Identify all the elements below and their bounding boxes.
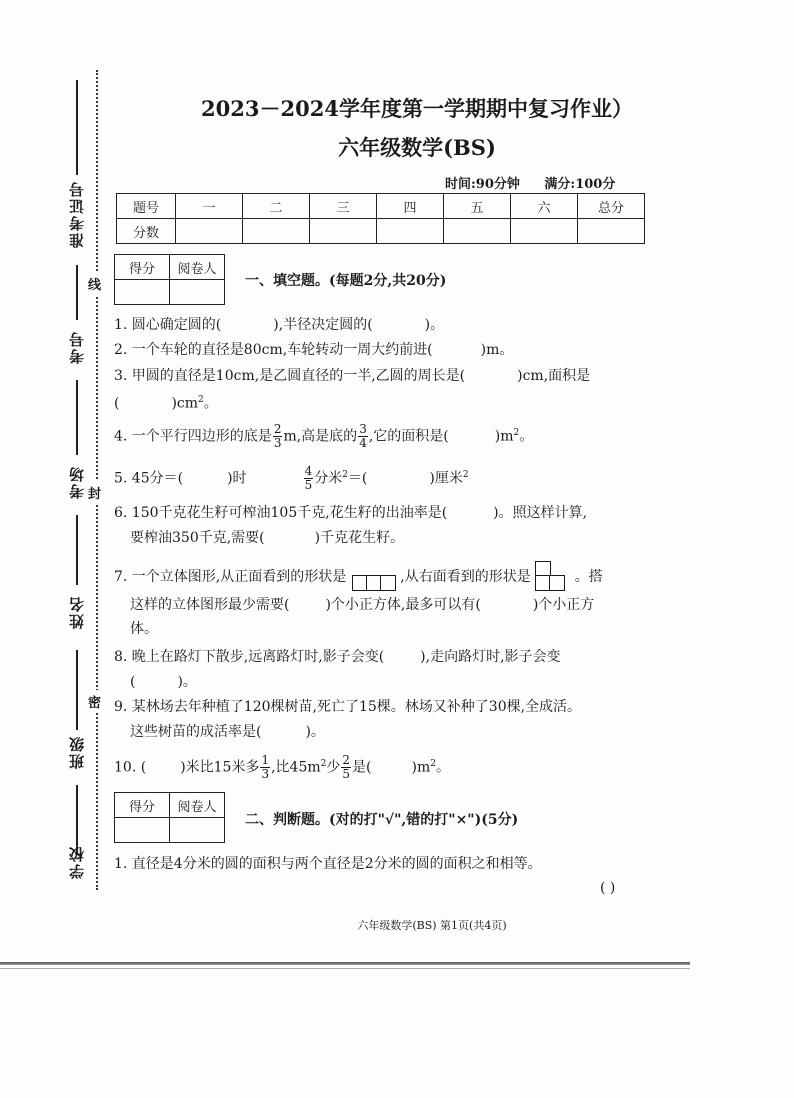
grader-box-2 [114,792,225,843]
score-cell: 六 [511,194,578,219]
superscript: 2 [513,428,520,438]
field-line [76,515,78,585]
denominator: 4 [359,436,367,451]
grader-name-input[interactable] [170,280,225,305]
score-cell: 三 [310,194,377,219]
seal-line [96,70,98,890]
q9-text: )。 [305,724,325,740]
exam-subject: 六年级数学(BS) [338,135,496,160]
q10-text: 。 [435,759,450,776]
fraction [341,754,351,781]
question-4 [114,421,533,450]
q6-text: 6. 150千克花生籽可榨油105千克,花生籽的出油率是( [114,505,448,521]
question-5 [114,463,469,492]
grader-score-input[interactable] [115,280,170,305]
q10-text: )m [411,759,431,776]
score-table-header-row [117,194,645,219]
q2-text: 2. 一个车轮的直径是80cm,车轮转动一周大约前进( [114,342,433,358]
score-input-cell[interactable] [176,219,243,244]
bottom-rule [0,968,690,969]
section-2-title: 二、判断题。(对的打"√",错的打"×")(5分) [245,812,519,828]
time-info [445,173,635,192]
q7-text: 这样的立体图形最少需要( [130,597,290,613]
exam-id-label: 准考证号 [68,180,86,248]
seal-char-line: 线 [88,272,101,295]
q6-text: )。照这样计算, [493,505,588,521]
question-8-cont [130,670,197,694]
superscript: 2 [198,395,204,405]
score-table [116,193,645,244]
q10-text: 少 [326,759,341,776]
score-table-score-row [117,219,645,244]
bottom-rule [0,962,690,965]
question-9 [114,695,581,719]
superscript: 2 [430,759,436,769]
question-6 [114,501,587,525]
front-view-shape-icon [346,563,400,591]
score-cell: 一 [176,194,243,219]
q3-text: )cm,面积是 [517,368,591,384]
q5-text: )厘米 [429,470,463,487]
grader-score-label: 得分 [115,255,170,280]
question-3 [114,364,590,388]
denominator: 3 [261,767,270,782]
section-1-title: 一、填空题。(每题2分,共20分) [245,273,447,289]
q10-text: )米比15米多 [180,759,260,776]
score-cell: 总分 [578,194,645,219]
denominator: 5 [342,767,351,782]
denominator: 5 [304,478,313,493]
question-6-cont [130,526,404,550]
score-cell: 五 [444,194,511,219]
school-label: 学校 [68,845,86,879]
score-cell: 分数 [117,219,176,244]
q6-text: 要榨油350千克,需要( [130,530,265,546]
q10-text: ,比45m [271,759,321,776]
grader-score-label: 得分 [115,793,170,818]
q2-text: )m。 [480,342,514,358]
score-input-cell[interactable] [444,219,511,244]
q3-text: ( [114,395,120,412]
numerator: 3 [359,422,367,437]
question-7-cont [130,593,594,617]
q3-text: )cm [171,395,199,412]
q4-text: )m [494,428,514,445]
numerator: 1 [261,753,270,768]
q4-text: 。 [519,428,534,445]
q1-text: ),半径决定圆的( [273,317,373,333]
q8-text: )。 [177,674,197,690]
q8-text: 8. 晚上在路灯下散步,远离路灯时,影子会变( [114,649,385,665]
q6-text: )千克花生籽。 [314,530,405,546]
superscript: 2 [320,759,327,769]
score-input-cell[interactable] [310,219,377,244]
q7-text: )个小正方 [532,597,595,613]
numerator: 4 [304,464,313,479]
q5-text: 分米 [314,470,343,487]
grader-box-1 [114,254,225,305]
score-cell: 题号 [117,194,176,219]
q3-text: 。 [203,395,218,412]
score-cell: 四 [377,194,444,219]
score-cell: 二 [243,194,310,219]
fraction [358,423,368,450]
q8-text: ),走向路灯时,影子会变 [420,649,561,665]
fraction [260,754,270,781]
fraction [304,465,314,492]
field-line [76,650,78,730]
question-3-cont [114,388,218,416]
q4-text: ,它的面积是( [368,428,449,445]
name-label: 姓名 [68,595,86,629]
q8-text: ( [130,674,136,690]
exam-title: 2023－2024学年度第一学期期中复习作业） [201,96,633,121]
q10-text: 是( [352,759,372,776]
q4-text: m,高是底的 [283,428,358,445]
q10-text: 10. ( [114,759,147,776]
question-8 [114,645,561,669]
time-label: 时间:90分钟 [445,177,520,192]
grader-name-label: 阅卷人 [170,255,225,280]
field-line [76,380,78,455]
score-input-cell[interactable] [243,219,310,244]
q9-text: 9. 某林场去年种植了120棵树苗,死亡了15棵。林场又补种了30棵,全成活。 [114,699,582,715]
grader-name-input[interactable] [170,818,225,843]
question-9-cont [130,720,325,744]
class-label: 班级 [68,735,86,769]
superscript: 2 [342,470,348,480]
denominator: 3 [273,436,282,451]
fraction [273,423,283,450]
q5-text: 5. 45分＝( [114,470,184,487]
q4-text: 4. 一个平行四边形的底是 [114,428,272,445]
q1-text: 1. 圆心确定圆的( [114,317,222,333]
numerator: 2 [273,422,282,437]
q9-text: 这些树苗的成活率是( [130,724,262,740]
field-line [76,265,78,320]
question-1 [114,313,444,337]
question-10 [114,752,450,781]
exam-room-label: 考场 [68,465,86,499]
q7-text: ,从右面看到的形状是 [400,569,531,585]
score-input-cell[interactable] [578,219,645,244]
question-2 [114,338,513,362]
question-7-end [130,617,158,641]
q5-text: )时 [227,470,247,487]
page-footer: 六年级数学(BS) 第1页(共4页) [357,919,507,932]
superscript: 2 [462,470,469,480]
q7-text: 。搭 [574,569,603,585]
q1-text: )。 [424,317,445,333]
full-score-label: 满分:100分 [544,177,616,192]
q5-text: ＝( [347,470,368,487]
q7-text: )个小正方体,最多可以有( [325,597,481,613]
exam-number-label: 考号 [68,330,86,364]
numerator: 2 [342,753,351,768]
q7-text: 7. 一个立体图形,从正面看到的形状是 [114,569,347,585]
score-input-cell[interactable] [377,219,444,244]
seal-char-secret: 密 [88,690,101,713]
right-view-shape-icon [531,561,575,593]
judge-question-1: 1. 直径是4分米的圆的面积与两个直径是2分米的圆的面积之和相等。 [114,856,542,872]
seal-char-seal: 封 [88,481,101,504]
score-input-cell[interactable] [511,219,578,244]
judge-answer-paren[interactable]: ( ) [600,880,616,896]
q3-text: 3. 甲圆的直径是10cm,是乙圆直径的一半,乙圆的周长是( [114,368,466,384]
question-7 [114,561,603,593]
grader-name-label: 阅卷人 [170,793,225,818]
grader-score-input[interactable] [115,818,170,843]
q7-text: 体。 [130,621,158,637]
